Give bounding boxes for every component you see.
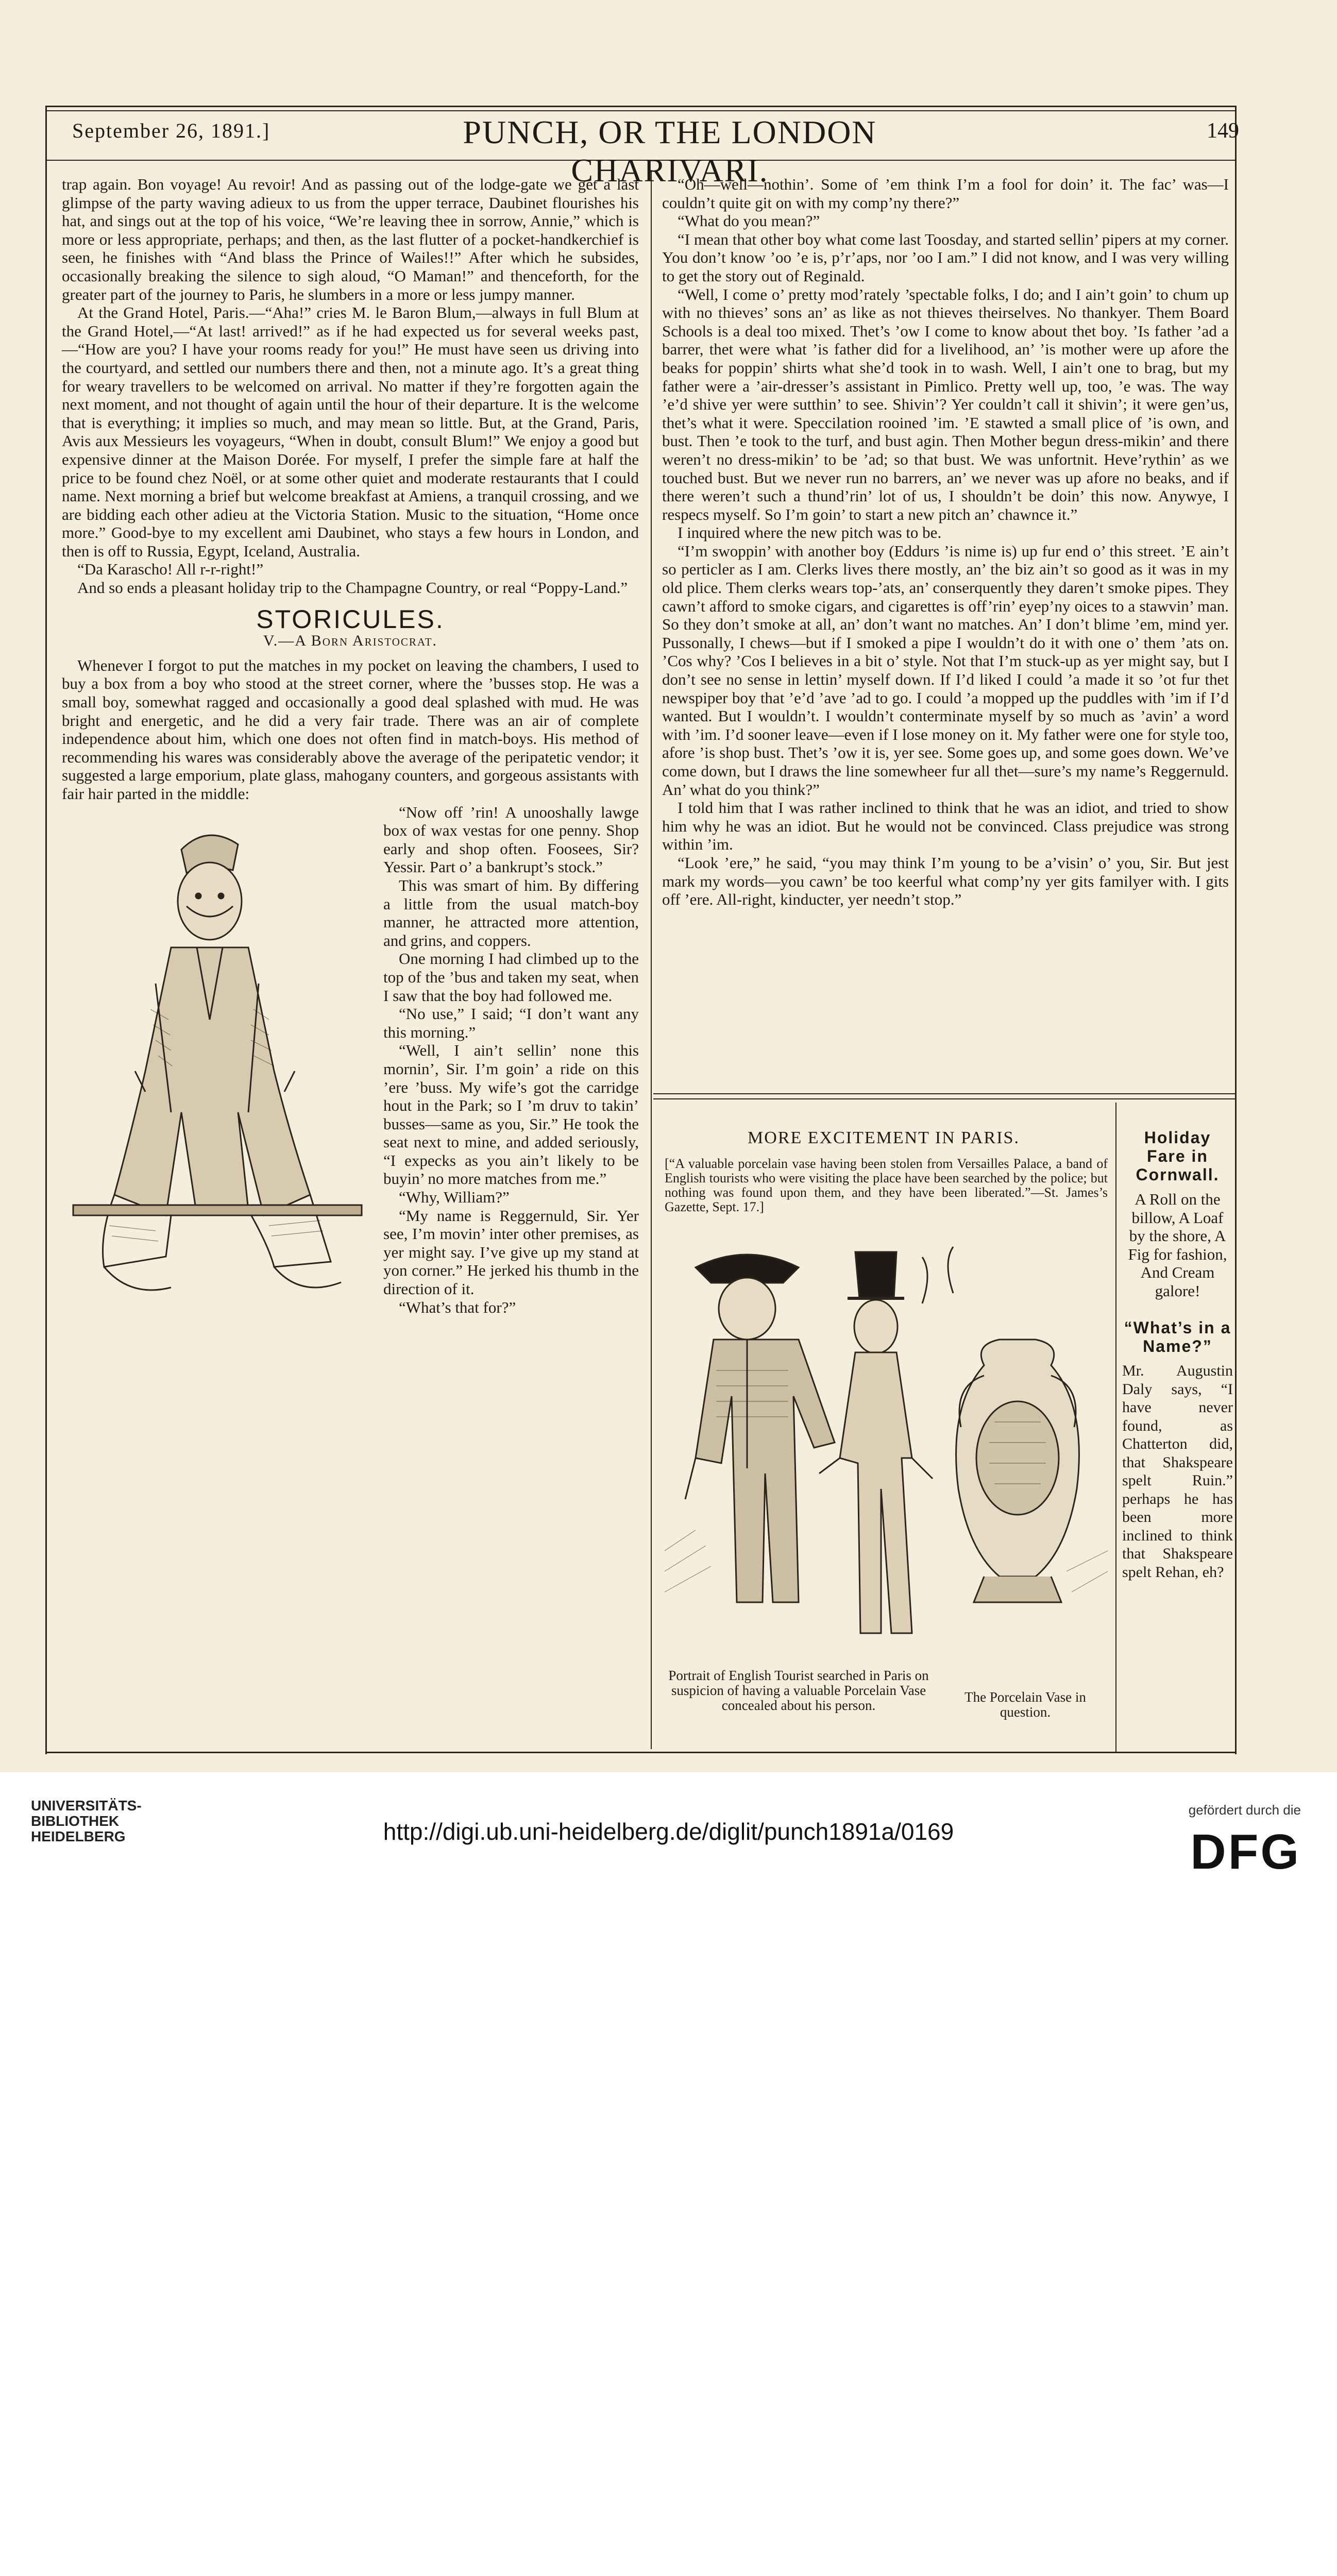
paragraph: “My name is Reggernuld, Sir. Yer see, I’m movin’ inter other premises, as yer might say. I’ve give up my stand at yon corner.” He jerked his thumb in the direction of it. xyxy=(383,1206,639,1298)
paragraph: “What do you mean?” xyxy=(678,212,820,230)
caption-tourist: Portrait of English Tourist searched in Paris on suspicion of having a valuable Porcelain Vase concealed about his person. xyxy=(668,1668,929,1713)
match-boy-illustration xyxy=(53,803,372,1324)
paragraph: I inquired where the new pitch was to be. xyxy=(678,523,942,542)
bottom-rule xyxy=(45,1752,1237,1753)
match-boy-drawing xyxy=(53,803,372,1324)
page-number: 149 xyxy=(1207,119,1239,143)
whats-in-a-name-title: “What’s in a Name?” xyxy=(1124,1318,1231,1355)
paragraph: “I’m swoppin’ with another boy (Eddurs ’is nime is) up fur end o’ this street. ’E ain’t so perticler as I am. Clerks lives there mostly, an’ the biz ain’t so good as it was in my old plice. Them clerks wears top-’ats, an’ conserquently they daren’t smoke pipes. They cawn’t afford to smoke cigars, and cigarettes is off’rin’ eyep’ny oices to a stawvin’ man. So they don’t smoke at all, an’ don’t want no matches. An’ I don’t blime ’em, mind yer. Pussonally, I chews—but if I smoked a pipe I wouldn’t do it with one o’ them ’ats on. ’Cos why? ’Cos I believes in a bit o’ style. Not that I’m stuck-up as yer might say, but I don’t see no sense in lettin’ myself down. If I’d liked I could ’a made it so ’ot fur thet newspiper boy that ’e’d ’ave ’ad to go. I could ’a mopped up the puddles with ’im if I’d wanted. But I wouldn’t. I wouldn’t conterminate myself by so much as ’avin’ a word with ’im. I’d sooner leave—even if I lose money on it. My father were one for style too, afore ’is shop bust. Thet’s ’ow it is, yer see. Some goes up, and some goes down. We’ve come down, but I draws the line somewheer fur all thet—sure’s my name’s Reggernuld. An’ what do you think?” xyxy=(662,541,1229,799)
left-column xyxy=(62,175,639,1747)
paragraph: “Oh—well—nothin’. Some of ’em think I’m a fool for doin’ it. The fac’ was—I couldn’t quite git on with my comp’ny there?” xyxy=(662,175,1229,212)
paragraph: “No use,” I said; “I don’t want any this morning.” xyxy=(383,1005,639,1041)
library-name: UNIVERSITÄTS- BIBLIOTHEK HEIDELBERG xyxy=(31,1798,142,1844)
paragraph: “Why, William?” xyxy=(399,1188,510,1207)
column-divider xyxy=(651,170,652,1749)
right-frame xyxy=(1235,106,1237,1754)
storicules-heading: STORICULES. xyxy=(256,604,445,634)
paragraph: And so ends a pleasant holiday trip to the Champagne Country, or real “Poppy-Land.” xyxy=(77,579,628,597)
paragraph: “What’s that for?” xyxy=(399,1298,516,1316)
paragraph: “Look ’ere,” he said, “you may think I’m young to be a’visin’ o’ you, Sir. But jest mark my words—you cawn’ be too keerful what comp’ny yer gits familyer with. I gits off ’ere. All-right, kinducter, yer needn’t stop.” xyxy=(662,853,1229,909)
paragraph: trap again. Bon voyage! Au revoir! And as passing out of the lodge-gate we get a last glimpse of the party waving adieux to us from the upper terrace, Daubinet flourishes his hat, and sings out at the top of his voice, “We’re leaving thee in sorrow, Annie,” which is more or less appropriate, perhaps; and then, as the last flutter of a pocket-handkerchief is seen, he finishes with “And blass the Prince of Wailes!!” After which he subsides, occasionally breaking the silence to sigh aloud, “O Maman!” and thenceforth, for the greater part of the journey to Paris, he slumbers in a more or less jumpy manner. xyxy=(62,175,639,303)
holiday-title: Holiday Fare in Cornwall. xyxy=(1136,1128,1220,1184)
source-url[interactable]: http://digi.ub.uni-heidelberg.de/diglit/punch1891a/0169 xyxy=(383,1818,954,1845)
right-column xyxy=(662,175,1229,1087)
caption-vase: The Porcelain Vase in question. xyxy=(964,1689,1086,1720)
funding-note: gefördert durch die xyxy=(1188,1802,1301,1818)
section-rule-2 xyxy=(653,1098,1236,1099)
storicules-subheading: V.—A Born Aristocrat. xyxy=(263,632,438,650)
excitement-title: MORE EXCITEMENT IN PARIS. xyxy=(748,1128,1020,1147)
paragraph: I told him that I was rather inclined to think that he was an idiot, and tried to show him why he was an idiot. But he would not be convinced. Class prejudice was strong within ’im. xyxy=(662,799,1229,854)
holiday-sidebar xyxy=(1122,1128,1233,1581)
paragraph: Whenever I forgot to put the matches in my pocket on leaving the chambers, I used to buy a box from a boy who stood at the street corner, where the ’busses stop. He was a small boy, somewhat ragged and occasionally a good deal splashed with mud. He was bright and energetic, and he did a very fair trade. There was an air of complete independence about him, which one does not often find in match-boys. His method of recommending his wares was considerably above the average of the peripatetic vendor; it suggested a large emporium, plate glass, mahogany counters, and gorgeous assistants with fair hair parted in the middle: xyxy=(62,656,639,803)
paragraph: “Now off ’rin! A unooshally lawge box of wax vestas for one penny. Shop early and shop often. Foosees, Sir? Yessir. Part o’ a bankrupt’s stock.” xyxy=(383,803,639,876)
issue-date: September 26, 1891.] xyxy=(72,119,270,142)
sidebar-divider xyxy=(1115,1103,1116,1752)
cartoon-drawing xyxy=(665,1242,1113,1654)
paragraph: At the Grand Hotel, Paris.—“Aha!” cries M. le Baron Blum,—always in full Blum at the Grand Hotel,—“At last! arrived!” as if he had expected us for several weeks past,—“How are you? I have your rooms ready for you!” He must have seen us driving into the courtyard, and settled our numbers there and then, not a minute ago. It’s a great thing for weary travellers to be welcomed on arrival. No matter if they’re forgotten again the next moment, and not thought of again until the hour of their departure. It is the welcome that is everything; it implies so much, and may mean so little. But, at the Grand, Paris, Avis aux Messieurs les voyageurs, “When in doubt, consult Blum!” We enjoy a good but expensive dinner at the Maison Dorée. For myself, I prefer the simple fare at half the price to be found chez Noël, or at some other quiet and moderate restaurants that I could name. Next morning a brief but welcome breakfast at Amiens, a tranquil crossing, and we are bidding each other adieu at the Victoria Station. Music to the situation, “Home once more.” Good-bye to my excellent ami Daubinet, who stays a few hours in London, and then is off to Russia, Egypt, Iceland, Australia. xyxy=(62,303,639,560)
paragraph: “Well, I ain’t sellin’ none this mornin’, Sir. I’m goin’ a ride on this ’ere ’buss. My wife’s got the carridge hout in the Park; so I ’m druv to takin’ busses—same as you, Sir.” He took the seat next to mine, and added seriously, “I expecks as you ain’t likely to be buyin’ no more matches from me.” xyxy=(383,1041,639,1188)
left-frame xyxy=(45,106,47,1754)
top-rule xyxy=(45,106,1237,107)
holiday-verse: A Roll on the billow, A Loaf by the shore, A Fig for fashion, And Cream galore! xyxy=(1128,1190,1227,1300)
dfg-logo: DFG xyxy=(1190,1824,1301,1879)
paragraph: “I mean that other boy what come last Toosday, and started sellin’ pipers at my corner. You don’t know ’oo ’e is, p’r’aps, nor ’oo I am.” I did not know, and I was very willing to get the story out of Reginald. xyxy=(662,230,1229,285)
top-rule-inner xyxy=(45,110,1237,111)
paragraph: “Well, I come o’ pretty mod’rately ’spectable folks, I do; and I ain’t goin’ to chum up with no thieves’ sons an’ as like as not thieves theirselves. No thankyer. Them Board Schools is a deal too mixed. Thet’s ’ow I come to know about thet boy. ’Is father ’ad a barrer, thet were what ’is father did for a livelihood, an’ ’is mother were up afore the beaks for poppin’ shirts what she’d took in to wash. Well, I ain’t one to brag, but my father were a ’air-dresser’s assistant in Pimlico. Pretty well up, too, ’e was. The way ’e’d shive yer were sutthin’ to see. Shivin’? Yer couldn’t call it shivin’; it were gen’us, thet’s what it were. Speccilation rooined ’im. ’E stawted a small plice of ’is own, and bust. Then ’e took to the turf, and bust agin. Then Mother begun dress-mikin’ and there weren’t no dress-mikin’ to be ’ad; so that bust. We was unfortnit. Heve’rythin’ as we touched bust. But we never run no barrers, an’ we never was up afore no beaks, and if there weren’t such a thund’rin’ lot of us, I shouldn’t be doin’ this now. Anywye, I respecs myself. So I’m goin’ to start a new pitch an’ chawnce it.” xyxy=(662,285,1229,523)
section-rule-1 xyxy=(653,1093,1236,1094)
paragraph: “Da Karascho! All r-r-right!” xyxy=(77,560,264,579)
paragraph: This was smart of him. By differing a little from the usual match-boy manner, he attracted more attention, and grins, and coppers. xyxy=(383,876,639,950)
whats-in-a-name-text: Mr. Augustin Daly says, “I have never found, as Chatterton did, that Shakspeare spelt Ruin.” perhaps he has been more inclined to think that Shakspeare spelt Rehan, eh? xyxy=(1122,1362,1233,1581)
excitement-quote: [“A valuable porcelain vase having been stolen from Versailles Palace, a band of English tourists who were visiting the place have been searched by the police; but nothing was found upon them, and they have been liberated.”—St. James’s Gazette, Sept. 17.] xyxy=(665,1156,1108,1214)
paragraph: One morning I had climbed up to the top of the ’bus and taken my seat, when I saw that the boy had followed me. xyxy=(383,950,639,1005)
cartoon-illustration xyxy=(665,1242,1113,1654)
masthead-title: PUNCH, OR THE LONDON CHARIVARI. xyxy=(463,114,877,189)
